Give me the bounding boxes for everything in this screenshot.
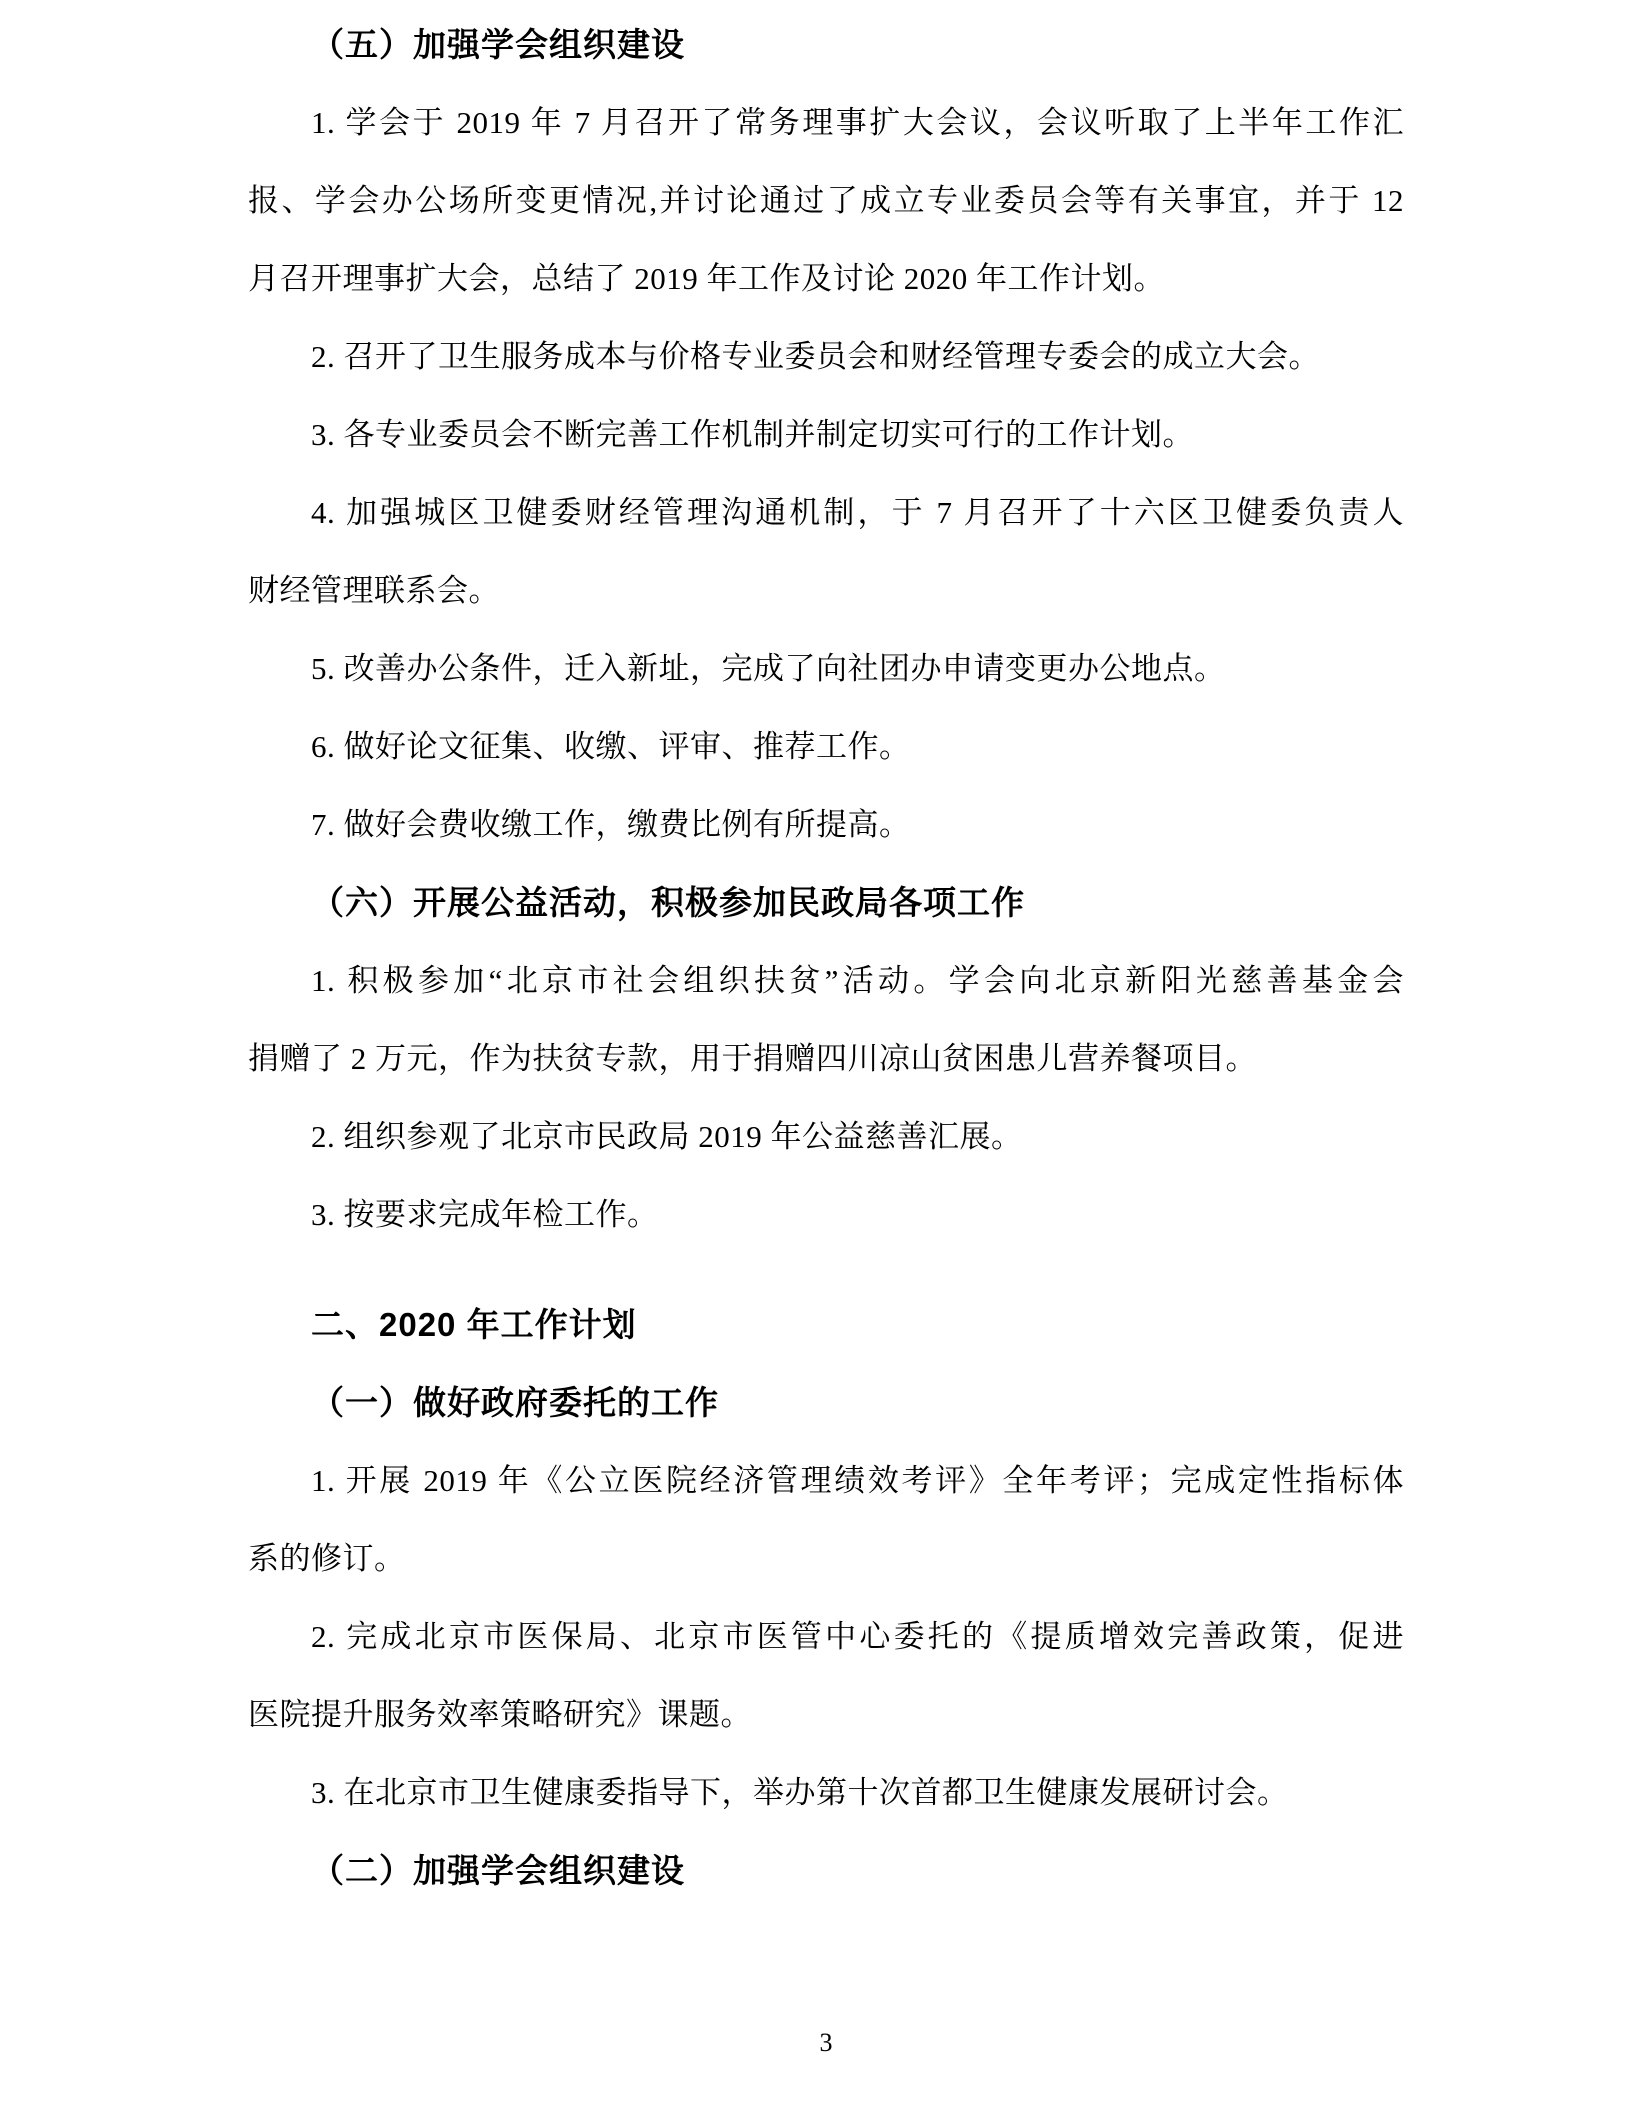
text-line: 报、学会办公场所变更情况,并讨论通过了成立专业委员会等有关事宜，并于 12 xyxy=(248,183,1404,218)
section-heading xyxy=(248,1286,1404,1364)
section-heading xyxy=(248,1364,1404,1442)
text-line: 捐赠了 2 万元，作为扶贫专款，用于捐赠四川凉山贫困患儿营养餐项目。 xyxy=(248,1041,1257,1076)
paragraph xyxy=(248,1098,1404,1176)
paragraph xyxy=(248,708,1404,786)
text-line: 7. 做好会费收缴工作，缴费比例有所提高。 xyxy=(311,807,911,842)
text-line: 3. 在北京市卫生健康委指导下，举办第十次首都卫生健康发展研讨会。 xyxy=(311,1775,1289,1810)
text-line: 1. 积极参加“北京市社会组织扶贫”活动。学会向北京新阳光慈善基金会 xyxy=(311,963,1404,998)
section-heading xyxy=(248,864,1404,942)
paragraph xyxy=(248,1442,1404,1598)
paragraph xyxy=(248,942,1404,1098)
paragraph xyxy=(248,474,1404,630)
paragraph xyxy=(248,84,1404,318)
text-line: （二）加强学会组织建设 xyxy=(311,1852,685,1889)
document-content xyxy=(248,6,1404,1910)
text-line: 2. 召开了卫生服务成本与价格专业委员会和财经管理专委会的成立大会。 xyxy=(311,339,1320,374)
text-line: 3. 各专业委员会不断完善工作机制并制定切实可行的工作计划。 xyxy=(311,417,1194,452)
paragraph xyxy=(248,786,1404,864)
paragraph xyxy=(248,630,1404,708)
text-line: 4. 加强城区卫健委财经管理沟通机制，于 7 月召开了十六区卫健委负责人 xyxy=(311,495,1404,530)
text-line: 2. 完成北京市医保局、北京市医管中心委托的《提质增效完善政策，促进 xyxy=(311,1619,1404,1654)
paragraph xyxy=(248,1754,1404,1832)
text-line: 5. 改善办公条件，迁入新址，完成了向社团办申请变更办公地点。 xyxy=(311,651,1226,686)
text-line: 财经管理联系会。 xyxy=(248,573,500,608)
text-line: 3. 按要求完成年检工作。 xyxy=(311,1197,659,1232)
section-heading xyxy=(248,1832,1404,1910)
text-line: （六）开展公益活动，积极参加民政局各项工作 xyxy=(311,884,1025,921)
text-line: 二、2020 年工作计划 xyxy=(311,1306,637,1343)
paragraph xyxy=(248,396,1404,474)
text-line: 6. 做好论文征集、收缴、评审、推荐工作。 xyxy=(311,729,911,764)
section-heading xyxy=(248,6,1404,84)
text-line: 2. 组织参观了北京市民政局 2019 年公益慈善汇展。 xyxy=(311,1119,1023,1154)
text-line: 月召开理事扩大会，总结了 2019 年工作及讨论 2020 年工作计划。 xyxy=(248,261,1165,296)
text-line: 系的修订。 xyxy=(248,1541,406,1576)
text-line: （一）做好政府委托的工作 xyxy=(311,1384,719,1421)
text-line: 1. 学会于 2019 年 7 月召开了常务理事扩大会议，会议听取了上半年工作汇 xyxy=(311,105,1404,140)
paragraph xyxy=(248,1598,1404,1754)
paragraph xyxy=(248,1176,1404,1254)
paragraph xyxy=(248,318,1404,396)
text-line: 医院提升服务效率策略研究》课题。 xyxy=(248,1697,752,1732)
page-number: 3 xyxy=(819,2028,833,2057)
text-line: （五）加强学会组织建设 xyxy=(311,26,685,63)
text-line: 1. 开展 2019 年《公立医院经济管理绩效考评》全年考评；完成定性指标体 xyxy=(311,1463,1404,1498)
